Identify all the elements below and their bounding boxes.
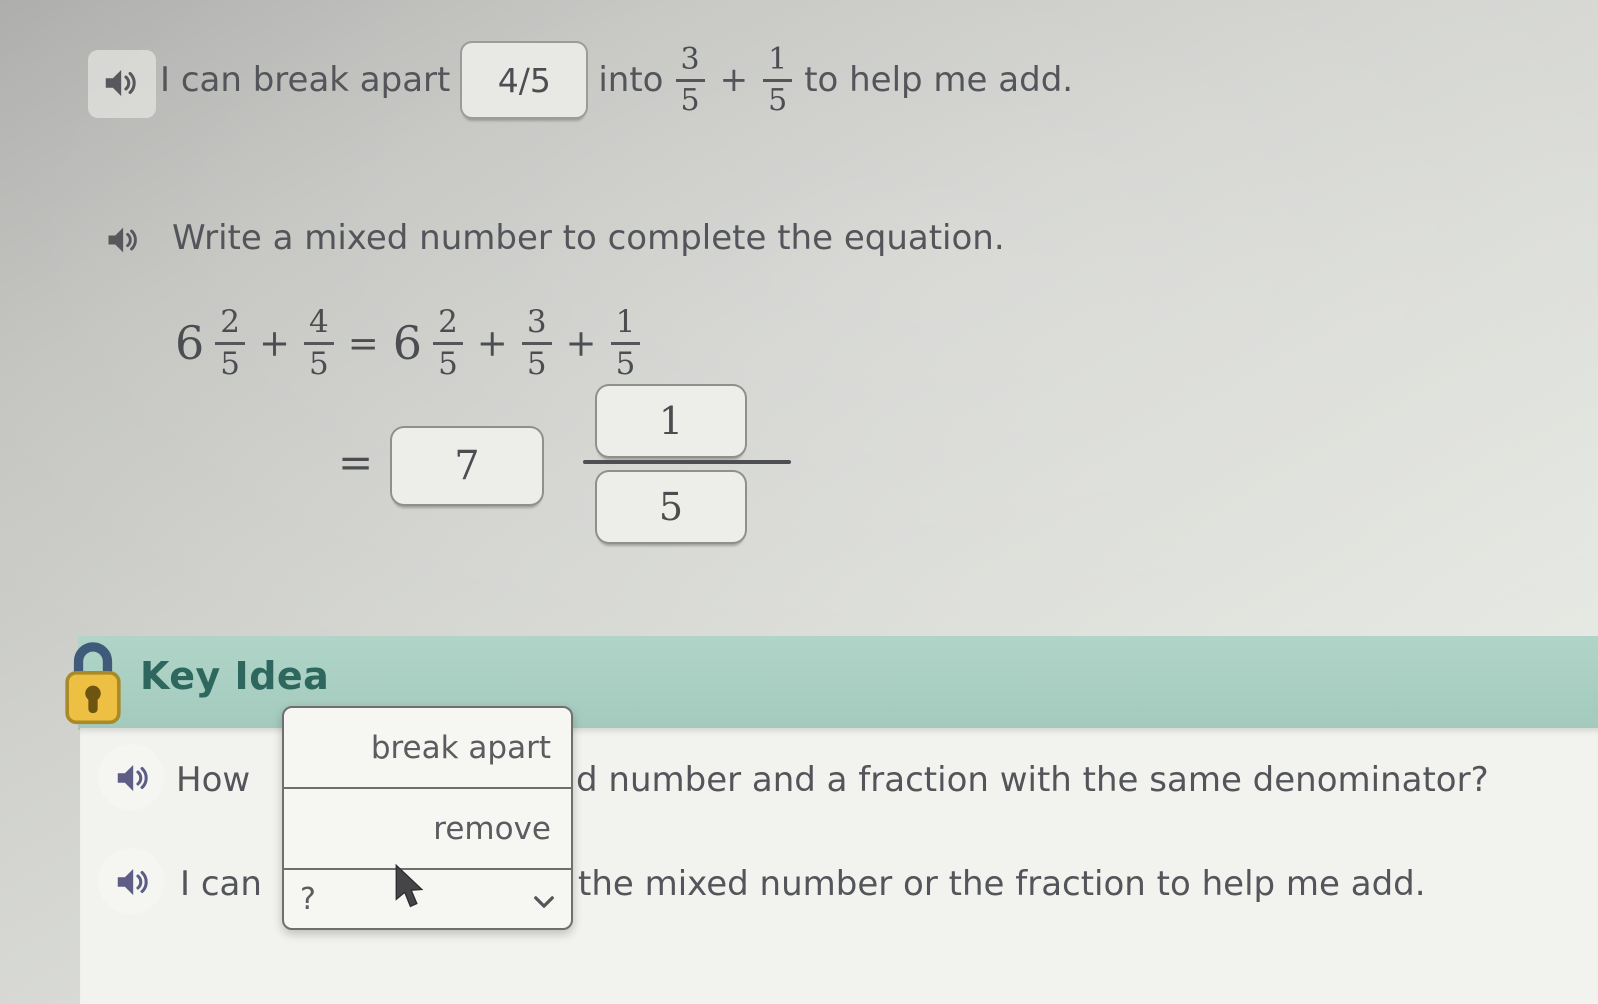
fraction: $\frac{1}{5}$ (611, 307, 641, 380)
padlock-icon-glyph (62, 634, 124, 726)
padlock-icon (62, 634, 124, 726)
fraction: $\frac{2}{5}$ (215, 307, 245, 380)
mouse-cursor-icon (392, 864, 426, 912)
speaker-icon[interactable] (104, 222, 140, 258)
prompt-text-post: to help me add. (804, 60, 1074, 100)
fraction: $\frac{3}{5}$ (522, 307, 552, 380)
plus-sign: + (719, 60, 749, 100)
fraction-three-fifths: $\frac{3}{5}$ (676, 45, 705, 116)
fraction: $\frac{4}{5}$ (304, 307, 334, 380)
whole-number: 6 (392, 316, 423, 370)
denominator-input[interactable]: 5 (597, 472, 745, 542)
plus-sign: + (565, 321, 597, 365)
prompt-text-into: into (598, 60, 664, 100)
dropdown-option-break-apart[interactable]: break apart (284, 708, 571, 789)
speaker-icon[interactable] (113, 863, 151, 901)
prompt-break-apart (160, 40, 1073, 120)
speaker-icon[interactable] (113, 759, 151, 797)
how-question-lead: How (176, 760, 251, 800)
fraction: $\frac{2}{5}$ (433, 307, 463, 380)
chevron-down-icon-glyph (533, 895, 555, 909)
fraction-bar (583, 460, 791, 464)
speaker-icon[interactable] (101, 64, 139, 102)
fraction-chip-input[interactable]: 4/5 (462, 43, 586, 117)
key-idea-title: Key Idea (140, 654, 330, 698)
plus-sign: + (476, 321, 508, 365)
prompt-write-mixed-number: Write a mixed number to complete the equation. (172, 218, 1005, 258)
numerator-input[interactable]: 1 (597, 386, 745, 456)
whole-number-input[interactable]: 7 (392, 428, 542, 504)
dropdown-selected-value: ? (300, 881, 316, 917)
chevron-down-icon (533, 882, 555, 917)
how-question-tail: d number and a fraction with the same denominator? (576, 760, 1489, 800)
equals-sign: = (338, 438, 374, 487)
speaker-icon-glyph (101, 64, 139, 102)
dropdown-option-remove[interactable]: remove (284, 789, 571, 870)
prompt-text-pre: I can break apart (160, 60, 451, 100)
equation (175, 300, 640, 386)
verb-dropdown (282, 706, 573, 930)
plus-sign: + (259, 321, 291, 365)
dropdown-select[interactable] (284, 870, 571, 928)
ican-statement-lead: I can (180, 864, 262, 904)
equals-sign: = (347, 321, 379, 365)
mouse-cursor-glyph (392, 864, 426, 912)
speaker-icon-glyph (104, 222, 140, 258)
whole-number: 6 (175, 316, 205, 370)
ican-statement-tail: the mixed number or the fraction to help me add. (578, 864, 1426, 904)
speaker-icon-glyph (113, 759, 151, 797)
speaker-icon-glyph (113, 863, 151, 901)
fraction-one-fifth: $\frac{1}{5}$ (763, 45, 792, 116)
